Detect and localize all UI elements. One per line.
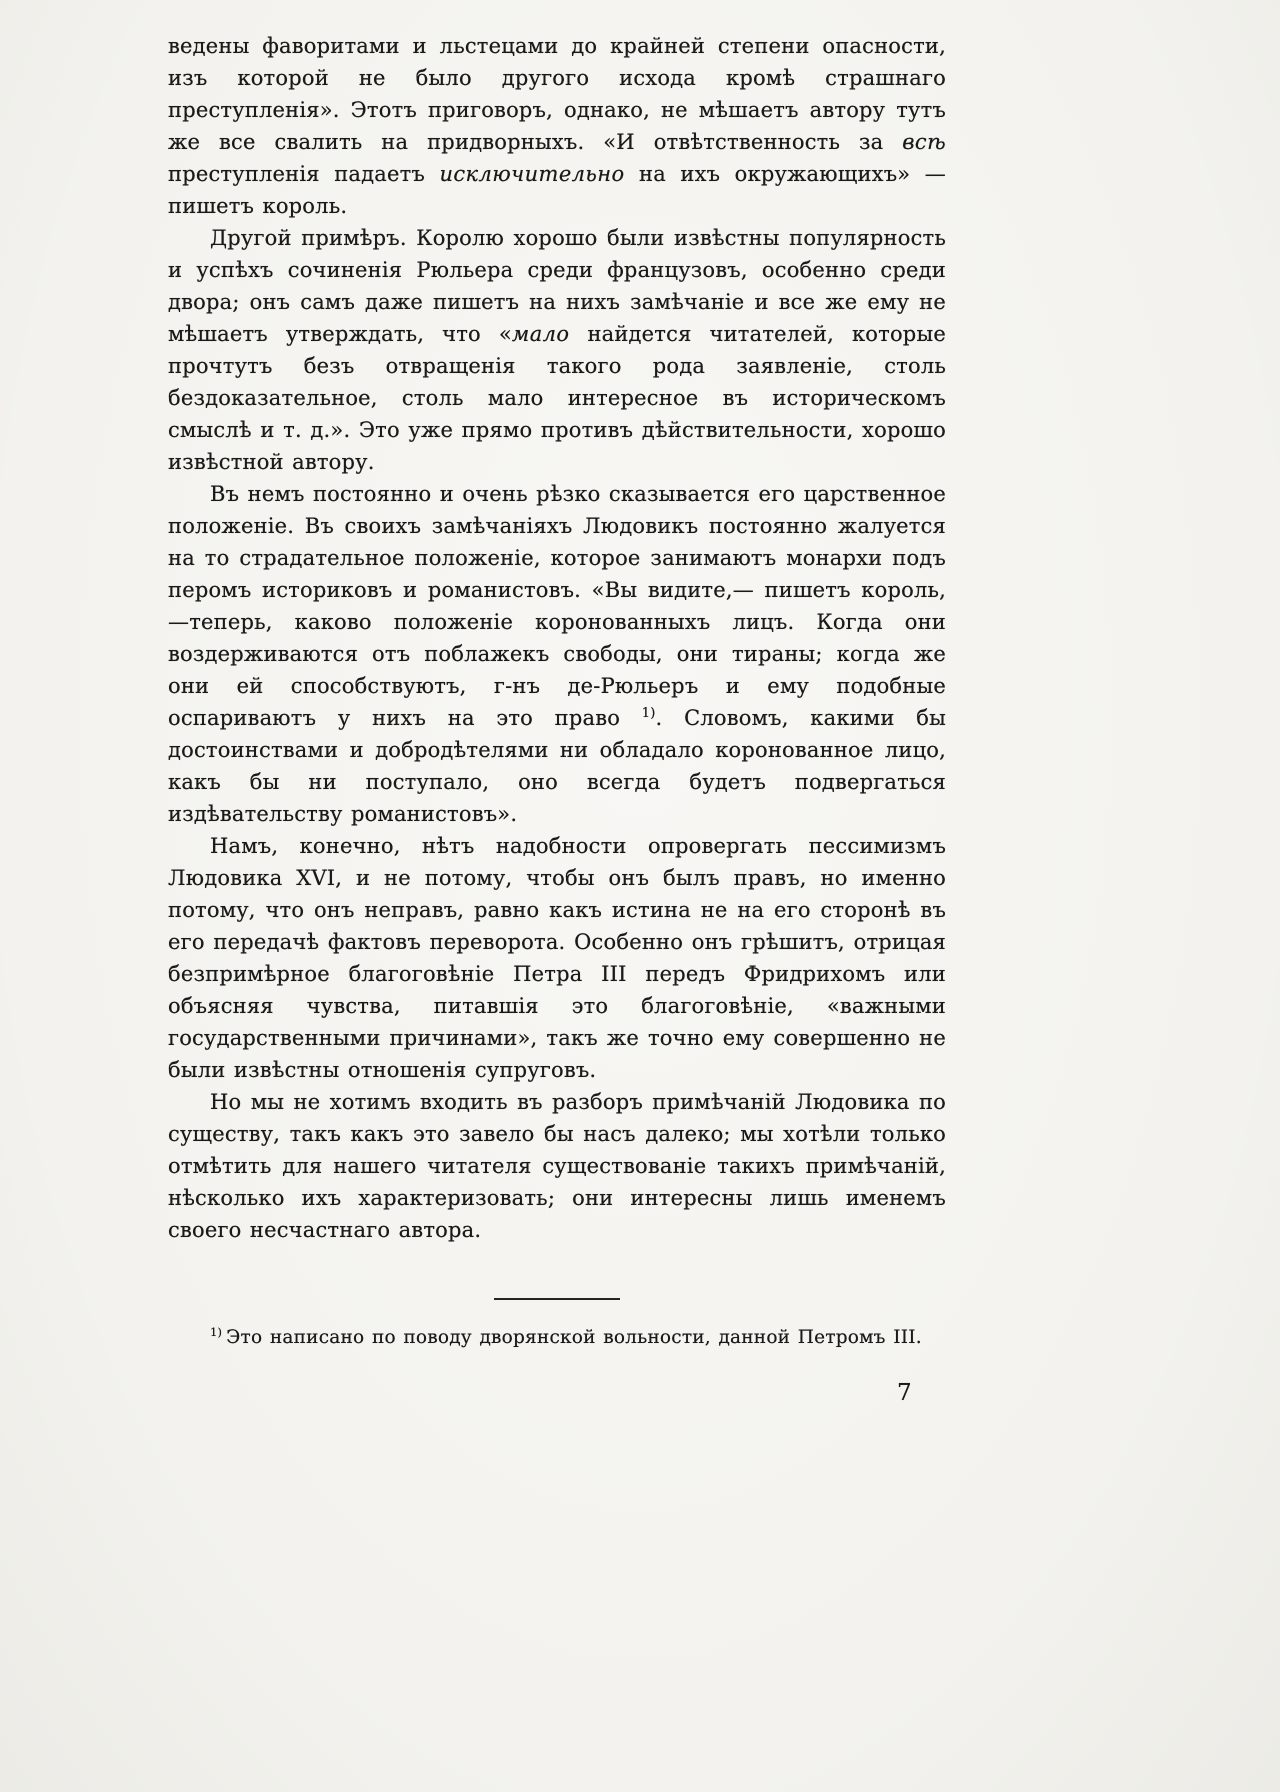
text-segment: ведены фаворитами и льстецами до крайней степени опасности, изъ которой не было другого исхода кромѣ страшнаго преступленія». Этотъ приговоръ, однако, не мѣшаетъ автору тутъ же все свалить на придворныхъ. «И отвѣтственность за bbox=[168, 34, 946, 154]
text-segment: Намъ, конечно, нѣтъ надобности опровергать пессимизмъ Людовика XVI, и не потому, чтобы онъ былъ правъ, но именно потому, что онъ неправъ, равно какъ истина не на его сторонѣ въ его передачѣ фактовъ переворота. Особенно онъ грѣшитъ, отрицая безпримѣрное благоговѣніе Петра III передъ Фридрихомъ или объясняя чувства, питавшія это благоговѣніе, «важными государственными причинами», такъ же точно ему совершенно не были извѣстны отношенія супруговъ. bbox=[168, 834, 946, 1082]
text-block bbox=[168, 30, 946, 1352]
text-segment: всѣ bbox=[902, 130, 946, 154]
footnote bbox=[168, 1324, 946, 1352]
paragraph bbox=[168, 478, 946, 830]
footnote-separator bbox=[494, 1298, 620, 1300]
text-segment: мало bbox=[511, 322, 570, 346]
paragraph bbox=[168, 30, 946, 222]
text-segment: преступленія падаетъ bbox=[168, 162, 440, 186]
text-segment: Въ немъ постоянно и очень рѣзко сказывается его царственное положеніе. Въ своихъ замѣчаніяхъ Людовикъ постоянно жалуется на то страдательное положеніе, которое занимаютъ монархи подъ перомъ историковъ и романистовъ. «Вы видите,— пишетъ король,—теперь, каково положеніе коронованныхъ лицъ. Когда они воздерживаются отъ поблажекъ свободы, они тираны; когда же они ей способствуютъ, г-нъ де-Рюльеръ и ему подобные оспариваютъ у нихъ на это право bbox=[168, 482, 946, 730]
paragraph bbox=[168, 830, 946, 1086]
page-number: 7 bbox=[897, 1380, 912, 1406]
paragraph bbox=[168, 222, 946, 478]
text-segment: найдется читателей, которые прочтутъ безъ отвращенія такого рода заявленіе, столь бездоказательное, столь мало интересное въ историческомъ смыслѣ и т. д.». Это уже прямо противъ дѣйствительности, хорошо извѣстной автору. bbox=[168, 322, 946, 474]
footnote-marker: 1) bbox=[210, 1324, 223, 1339]
text-segment: . Словомъ, какими бы достоинствами и добродѣтелями ни обладало коронованное лицо, какъ бы ни поступало, оно всегда будетъ подвергаться издѣвательству романистовъ». bbox=[168, 706, 947, 826]
footnote-text: Это написано по поводу дворянской вольности, данной Петромъ III. bbox=[226, 1327, 922, 1348]
footnote-reference: 1) bbox=[641, 706, 656, 721]
text-segment: на ихъ окружающихъ» — пишетъ король. bbox=[168, 162, 946, 218]
text-segment: Другой примѣръ. Королю хорошо были извѣстны популярность и успѣхъ сочиненія Рюльера среди французовъ, особенно среди двора; онъ самъ даже пишетъ на нихъ замѣчаніе и все же ему не мѣшаетъ утверждать, что « bbox=[168, 226, 946, 346]
paragraph bbox=[168, 1086, 946, 1246]
text-segment: Но мы не хотимъ входить въ разборъ примѣчаній Людовика по существу, такъ какъ это завело бы насъ далеко; мы хотѣли только отмѣтить для нашего читателя существованіе такихъ примѣчаній, нѣсколько ихъ характеризовать; они интересны лишь именемъ своего несчастнаго автора. bbox=[168, 1090, 946, 1242]
body-paragraphs bbox=[168, 30, 946, 1246]
text-segment: исключительно bbox=[439, 162, 625, 186]
